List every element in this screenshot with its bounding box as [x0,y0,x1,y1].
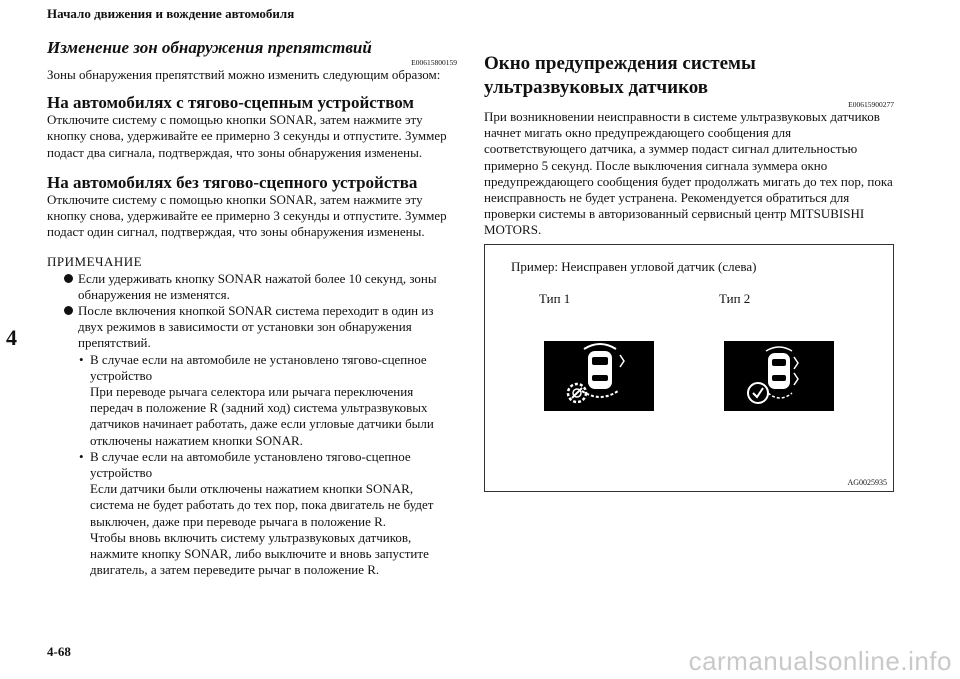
warning-window-text: При возникновении неисправности в системе ультразвуковых датчиков начнет мигать окно предупреждающего сообщения для соответствующего датчика, а зуммер подаст сигнал длительностью примерно 5 секунд. После выключения сигнала зуммера окно предупреждающего сообщения будет продолжать мигать до тех пор, пока неисправность не будет устранена. Рекомендуется обратиться для проверки системы в авторизованный сервисный центр MITSUBISHI MOTORS. [484,109,893,238]
note-item-text: Если удерживать кнопку SONAR нажатой более 10 секунд, зоны обнаружения не изменятся. [78,270,437,302]
car-sensor-warning-icon [724,341,834,411]
note-subitem-title: В случае если на автомобиле установлено тягово-сцепное устройство [90,448,411,481]
car-sensor-warning-icon [544,341,654,411]
subsection-title-with-tow: На автомобилях с тягово-сцепным устройством [47,93,415,113]
note-item [47,303,457,578]
subsection-title-without-tow: На автомобилях без тягово-сцепного устройства [47,172,418,192]
warning-display-type2 [724,341,834,411]
section-title-warning-window: Окно предупреждения системы ультразвуковых датчиков [484,53,756,98]
page-number: 4-68 [47,644,71,659]
intro-text: Зоны обнаружения препятствий можно изменить следующим образом: [47,67,441,82]
subsection-text-without-tow: Отключите систему с помощью кнопки SONAR, затем нажмите эту кнопку снова, удерживайте ее примерно 3 секунды и отпустите. Зуммер подаст один сигнал, подтверждая, что зоны обнаружения изменены. [47,191,447,240]
left-column [47,38,457,578]
figure-label-type1: Тип 1 [539,291,571,306]
figure-label-type2: Тип 2 [719,291,751,306]
note-title: ПРИМЕЧАНИЕ [47,254,143,270]
watermark: carmanualsonline.info [688,646,952,676]
note-subitem [78,352,457,449]
right-column [484,52,894,239]
bullet-icon [64,274,73,283]
section-title-detection-zones: Изменение зон обнаружения препятствий [47,38,372,57]
dot-icon: • [79,351,84,367]
subsection-text-with-tow: Отключите систему с помощью кнопки SONAR, затем нажмите эту кнопку снова, удерживайте ее примерно 3 секунды и отпустите. Зуммер подаст два сигнала, подтверждая, что зоны обнаружения изменены. [47,112,447,160]
section-code: E00615800159 [411,58,457,67]
page-header: Начало движения и вождение автомобиля [47,6,295,21]
note-list [47,271,457,579]
note-item [47,271,457,303]
note-subitem-title: В случае если на автомобиле не установлено тягово-сцепное устройство [90,351,427,383]
note-sublist [78,352,457,579]
bullet-icon [64,306,73,315]
note-item-text: После включения кнопкой SONAR система переходит в один из двух режимов в зависимости от установки зон обнаружения препятствий. [78,303,434,351]
chapter-tab: 4 [6,325,17,350]
figure-sensor-warning [484,244,894,492]
figure-caption: Пример: Неисправен угловой датчик (слева) [511,259,757,274]
note-subitem-text: Если датчики были отключены нажатием кнопки SONAR, система не будет работать до тех пор, пока двигатель не будет выключен, даже при переводе рычага в положение R. [90,481,434,529]
figure-code: AG0025935 [847,478,887,487]
section-code: E00615900277 [848,100,894,109]
note-subitem-text: Чтобы вновь включить систему ультразвуковых датчиков, нажмите кнопку SONAR, либо выключите и вновь запустите двигатель, а затем переведите рычаг в положение R. [90,529,429,578]
note-subitem [78,449,457,579]
note-subitem-text: При переводе рычага селектора или рычага переключения передач в положение R (задний ход) система ультразвуковых датчиков начинает работать, даже если угловые датчики были отключены нажатием кнопки SONAR. [90,384,434,448]
warning-display-type1 [544,341,654,411]
dot-icon: • [79,448,84,464]
